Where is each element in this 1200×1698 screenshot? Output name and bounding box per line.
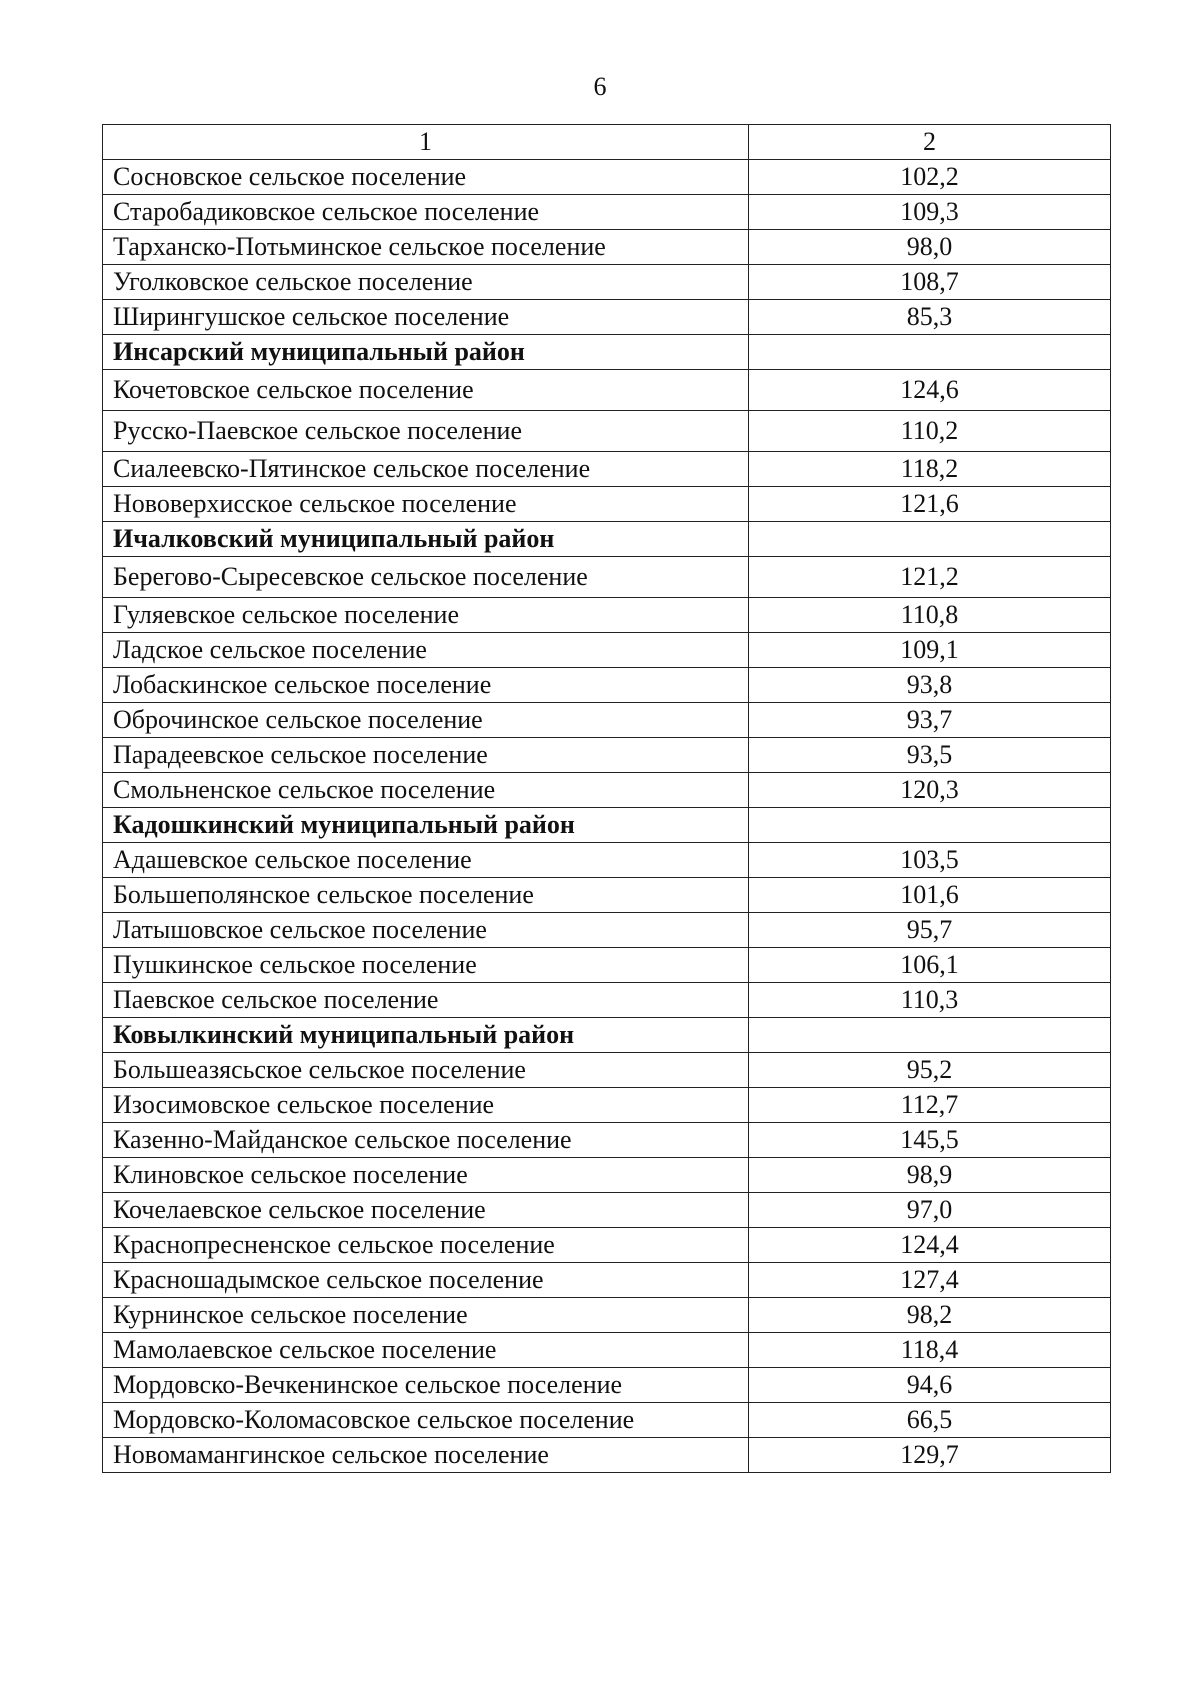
settlement-name: Изосимовское сельское поселение <box>103 1088 749 1123</box>
page-number: 6 <box>593 72 607 101</box>
table-row <box>103 160 1111 195</box>
settlement-value: 127,4 <box>749 1263 1111 1298</box>
settlement-name: Берегово-Сыресевское сельское поселение <box>103 557 749 598</box>
settlement-table <box>102 124 1111 1473</box>
settlement-name: Кочелаевское сельское поселение <box>103 1193 749 1228</box>
settlement-name: Ширингушское сельское поселение <box>103 300 749 335</box>
table-row <box>103 703 1111 738</box>
settlement-value: 145,5 <box>749 1123 1111 1158</box>
table-row <box>103 1158 1111 1193</box>
settlement-name: Курнинское сельское поселение <box>103 1298 749 1333</box>
district-name: Инсарский муниципальный район <box>103 335 749 370</box>
settlement-value: 106,1 <box>749 948 1111 983</box>
table-row <box>103 1333 1111 1368</box>
settlement-value: 124,4 <box>749 1228 1111 1263</box>
column-header-2: 2 <box>749 125 1111 160</box>
settlement-name: Сосновское сельское поселение <box>103 160 749 195</box>
settlement-name: Латышовское сельское поселение <box>103 913 749 948</box>
settlement-value: 101,6 <box>749 878 1111 913</box>
settlement-value <box>749 1018 1111 1053</box>
table-row <box>103 598 1111 633</box>
table-row <box>103 1403 1111 1438</box>
settlement-name: Парадеевское сельское поселение <box>103 738 749 773</box>
table-row <box>103 983 1111 1018</box>
table-row <box>103 773 1111 808</box>
table-row <box>103 843 1111 878</box>
settlement-value: 102,2 <box>749 160 1111 195</box>
settlement-value <box>749 808 1111 843</box>
settlement-name: Новомамангинское сельское поселение <box>103 1438 749 1473</box>
table-row <box>103 265 1111 300</box>
settlement-value: 129,7 <box>749 1438 1111 1473</box>
district-header-row <box>103 808 1111 843</box>
table-row <box>103 668 1111 703</box>
settlement-value: 97,0 <box>749 1193 1111 1228</box>
settlement-name: Адашевское сельское поселение <box>103 843 749 878</box>
table-row <box>103 1193 1111 1228</box>
settlement-value: 108,7 <box>749 265 1111 300</box>
district-header-row <box>103 1018 1111 1053</box>
table-header-row <box>103 125 1111 160</box>
settlement-value: 93,7 <box>749 703 1111 738</box>
settlement-value: 110,8 <box>749 598 1111 633</box>
settlement-name: Сиалеевско-Пятинское сельское поселение <box>103 452 749 487</box>
settlement-name: Пушкинское сельское поселение <box>103 948 749 983</box>
settlement-name: Паевское сельское поселение <box>103 983 749 1018</box>
table-row <box>103 1123 1111 1158</box>
settlement-name: Смольненское сельское поселение <box>103 773 749 808</box>
settlement-value: 109,1 <box>749 633 1111 668</box>
settlement-name: Мамолаевское сельское поселение <box>103 1333 749 1368</box>
settlement-name: Оброчинское сельское поселение <box>103 703 749 738</box>
table-row <box>103 633 1111 668</box>
table-row <box>103 487 1111 522</box>
settlement-name: Старобадиковское сельское поселение <box>103 195 749 230</box>
settlement-value: 93,8 <box>749 668 1111 703</box>
district-header-row <box>103 522 1111 557</box>
table-row <box>103 948 1111 983</box>
table-row <box>103 1368 1111 1403</box>
table-row <box>103 230 1111 265</box>
settlement-name: Русско-Паевское сельское поселение <box>103 411 749 452</box>
table-row <box>103 738 1111 773</box>
settlement-name: Ладское сельское поселение <box>103 633 749 668</box>
settlement-value: 121,6 <box>749 487 1111 522</box>
settlement-name: Мордовско-Коломасовское сельское поселение <box>103 1403 749 1438</box>
settlement-value: 94,6 <box>749 1368 1111 1403</box>
table-row <box>103 878 1111 913</box>
table-body <box>103 125 1111 1473</box>
settlement-name: Мордовско-Вечкенинское сельское поселение <box>103 1368 749 1403</box>
table-row <box>103 195 1111 230</box>
table-row <box>103 300 1111 335</box>
settlement-name: Большеазясьское сельское поселение <box>103 1053 749 1088</box>
settlement-value: 98,9 <box>749 1158 1111 1193</box>
table-row <box>103 913 1111 948</box>
column-header-1: 1 <box>103 125 749 160</box>
settlement-value: 118,4 <box>749 1333 1111 1368</box>
settlement-name: Казенно-Майданское сельское поселение <box>103 1123 749 1158</box>
table-row <box>103 1053 1111 1088</box>
settlement-value: 103,5 <box>749 843 1111 878</box>
settlement-value: 112,7 <box>749 1088 1111 1123</box>
settlement-value: 118,2 <box>749 452 1111 487</box>
settlement-value: 98,2 <box>749 1298 1111 1333</box>
district-name: Ковылкинский муниципальный район <box>103 1018 749 1053</box>
table-row <box>103 1228 1111 1263</box>
settlement-name: Красношадымское сельское поселение <box>103 1263 749 1298</box>
table-row <box>103 557 1111 598</box>
settlement-value: 121,2 <box>749 557 1111 598</box>
table-row <box>103 1263 1111 1298</box>
settlement-value: 95,7 <box>749 913 1111 948</box>
table-row <box>103 1438 1111 1473</box>
settlement-value: 120,3 <box>749 773 1111 808</box>
settlement-value: 93,5 <box>749 738 1111 773</box>
settlement-value: 110,3 <box>749 983 1111 1018</box>
settlement-name: Нововерхисское сельское поселение <box>103 487 749 522</box>
table-row <box>103 1298 1111 1333</box>
settlement-value: 124,6 <box>749 370 1111 411</box>
settlement-name: Кочетовское сельское поселение <box>103 370 749 411</box>
settlement-name: Лобаскинское сельское поселение <box>103 668 749 703</box>
settlement-value: 109,3 <box>749 195 1111 230</box>
district-name: Ичалковский муниципальный район <box>103 522 749 557</box>
settlement-value: 85,3 <box>749 300 1111 335</box>
table-row <box>103 411 1111 452</box>
settlement-value: 110,2 <box>749 411 1111 452</box>
table-row <box>103 1088 1111 1123</box>
district-header-row <box>103 335 1111 370</box>
settlement-value <box>749 522 1111 557</box>
settlement-value: 95,2 <box>749 1053 1111 1088</box>
district-name: Кадошкинский муниципальный район <box>103 808 749 843</box>
settlement-value: 98,0 <box>749 230 1111 265</box>
settlement-value <box>749 335 1111 370</box>
settlement-name: Уголковское сельское поселение <box>103 265 749 300</box>
table-row <box>103 452 1111 487</box>
settlement-name: Клиновское сельское поселение <box>103 1158 749 1193</box>
settlement-name: Краснопресненское сельское поселение <box>103 1228 749 1263</box>
table-row <box>103 370 1111 411</box>
settlement-name: Большеполянское сельское поселение <box>103 878 749 913</box>
settlement-value: 66,5 <box>749 1403 1111 1438</box>
settlement-name: Тарханско-Потьминское сельское поселение <box>103 230 749 265</box>
settlement-name: Гуляевское сельское поселение <box>103 598 749 633</box>
